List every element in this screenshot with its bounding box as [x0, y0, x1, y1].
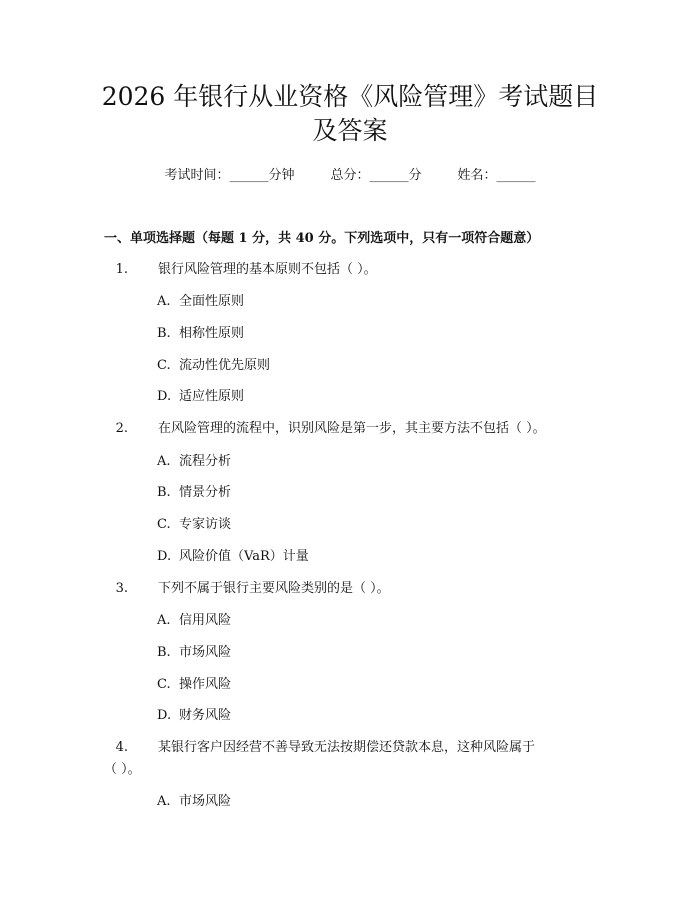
question-text: 在风险管理的流程中，识别风险是第一步，其主要方法不包括（ ）。 [158, 421, 546, 436]
question-number: 2. [115, 421, 128, 436]
q1-option-c [157, 356, 270, 376]
option-text: 流动性优先原则 [179, 358, 271, 373]
question-number: 4. [115, 740, 128, 755]
option-text: 相称性原则 [179, 326, 245, 341]
section-heading: 一、单项选择题（每题 1 分，共 40 分。下列选项中，只有一项符合题意） [104, 231, 540, 246]
option-text: 操作风险 [179, 677, 232, 692]
option-letter: D. [157, 708, 172, 723]
question-text-line-1: 某银行客户因经营不善导致无法按期偿还贷款本息，这种风险属于 [158, 740, 536, 755]
option-letter: C. [157, 517, 171, 532]
option-letter: A. [157, 794, 171, 809]
question-3 [104, 578, 600, 600]
question-number: 1. [115, 262, 128, 277]
q1-option-a [157, 292, 244, 312]
option-letter: A. [157, 454, 171, 469]
option-text: 适应性原则 [179, 389, 245, 404]
question-text: 银行风险管理的基本原则不包括（ ）。 [158, 262, 377, 277]
question-4 [104, 737, 600, 759]
question-2 [104, 418, 600, 440]
q3-option-c [157, 675, 231, 695]
q2-option-b [157, 483, 231, 503]
document-title [60, 80, 640, 148]
exam-info-line [0, 166, 700, 186]
q2-option-a [157, 452, 231, 472]
option-letter: D. [157, 549, 172, 564]
q1-option-d [157, 387, 244, 407]
question-1 [104, 259, 600, 281]
option-letter: C. [157, 677, 171, 692]
q4-option-a [157, 792, 231, 812]
option-letter: A. [157, 613, 171, 628]
question-number: 3. [115, 581, 128, 596]
option-letter: A. [157, 294, 171, 309]
option-text: 财务风险 [179, 708, 232, 723]
question-4-continued [104, 759, 600, 781]
option-text: 专家访谈 [179, 517, 232, 532]
title-line-2: 及答案 [312, 116, 388, 145]
exam-score-field: 总分：______分 [330, 168, 422, 183]
option-text: 信用风险 [179, 613, 232, 628]
q1-option-b [157, 324, 244, 344]
option-letter: B. [157, 485, 171, 500]
question-text-line-2: （ ）。 [104, 762, 141, 777]
option-text: 流程分析 [179, 454, 232, 469]
option-letter: C. [157, 358, 171, 373]
exam-time-field: 考试时间：______分钟 [164, 168, 295, 183]
option-letter: B. [157, 326, 171, 341]
option-text: 风险价值（VaR）计量 [179, 549, 309, 564]
option-text: 全面性原则 [179, 294, 245, 309]
q2-option-c [157, 515, 231, 535]
option-text: 市场风险 [179, 794, 232, 809]
option-text: 情景分析 [179, 485, 232, 500]
option-letter: D. [157, 389, 172, 404]
exam-name-field: 姓名：______ [457, 168, 536, 183]
option-text: 市场风险 [179, 645, 232, 660]
q2-option-d [157, 547, 309, 567]
q3-option-d [157, 706, 231, 726]
question-text: 下列不属于银行主要风险类别的是（ ）。 [158, 581, 390, 596]
q3-option-a [157, 611, 231, 631]
option-letter: B. [157, 645, 171, 660]
title-line-1: 2026 年银行从业资格《风险管理》考试题目 [101, 82, 599, 111]
q3-option-b [157, 643, 231, 663]
